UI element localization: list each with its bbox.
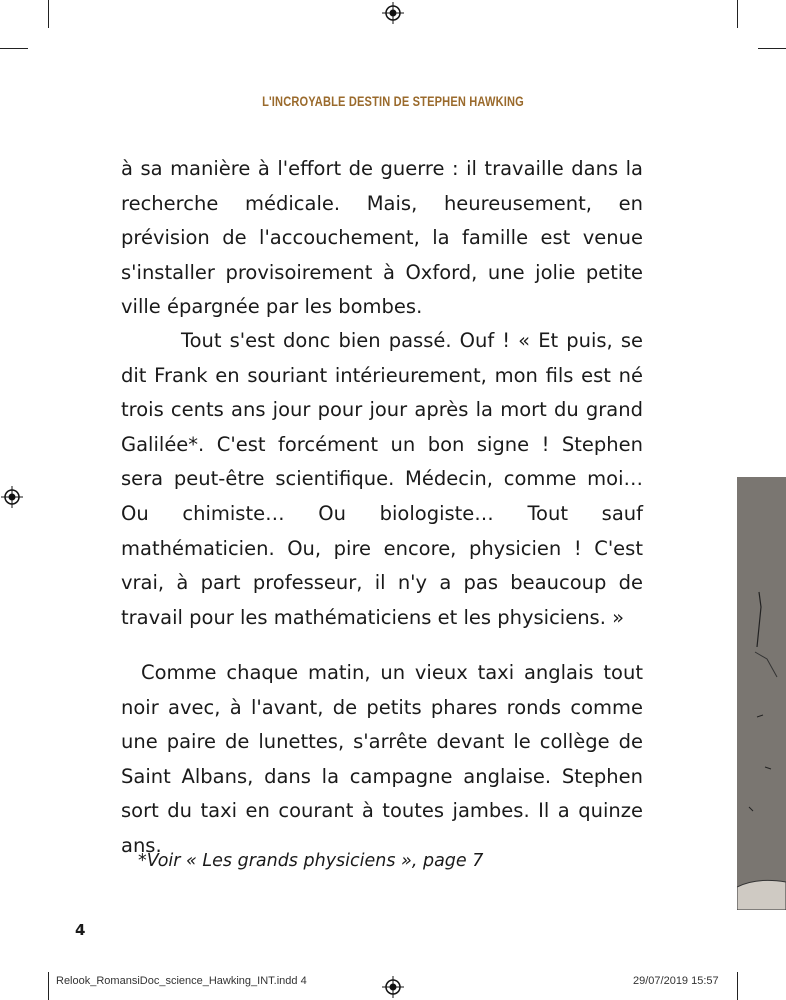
body-paragraph: Comme chaque matin, un vieux taxi anglais tout noir avec, à l'avant, de petits phares ronds comme une paire de lunettes, s'arrête devant le collège de Saint Albans, dans la campagne anglaise. Stephen sort du taxi en courant à toutes jambes. Il a quinze ans. (121, 661, 643, 857)
crop-mark (48, 0, 49, 28)
registration-mark-icon (382, 2, 404, 24)
crop-mark (758, 48, 786, 49)
bleed-sketch (737, 477, 786, 910)
body-paragraph: Tout s'est donc bien passé. Ouf ! « Et puis, se dit Frank en souriant intérieurement, mon fils est né trois cents ans jour pour jour après la mort du grand Galilée*. C'est forcément un bon signe ! Stephen sera peut-être scientifique. Médecin, comme moi… Ou chimiste… Ou biologiste… Tout sauf mathématicien. Ou, pire encore, physicien ! C'est vrai, à part professeur, il n'y a pas beaucoup de travail pour les mathématiciens et les physiciens. » (121, 329, 643, 629)
crop-mark (0, 48, 28, 49)
registration-mark-icon (1, 486, 23, 508)
bleed-illustration (737, 477, 786, 910)
slug-filename: Relook_RomansiDoc_science_Hawking_INT.indd 4 (56, 975, 307, 987)
footnote: *Voir « Les grands physiciens », page 7 (138, 851, 484, 871)
page-number: 4 (75, 921, 86, 939)
crop-mark (48, 972, 49, 1000)
body-paragraph: à sa manière à l'effort de guerre : il travaille dans la recherche médicale. Mais, heureusement, en prévision de l'accouchement, la famille est venue s'installer provisoirement à Oxford, une jolie petite ville épargnée par les bombes. (121, 157, 643, 319)
crop-mark (737, 972, 738, 1000)
registration-mark-icon (382, 976, 404, 998)
running-head-title: L'INCROYABLE DESTIN DE STEPHEN HAWKING (262, 94, 524, 109)
slug-datetime: 29/07/2019 15:57 (633, 975, 719, 987)
crop-mark (737, 0, 738, 28)
